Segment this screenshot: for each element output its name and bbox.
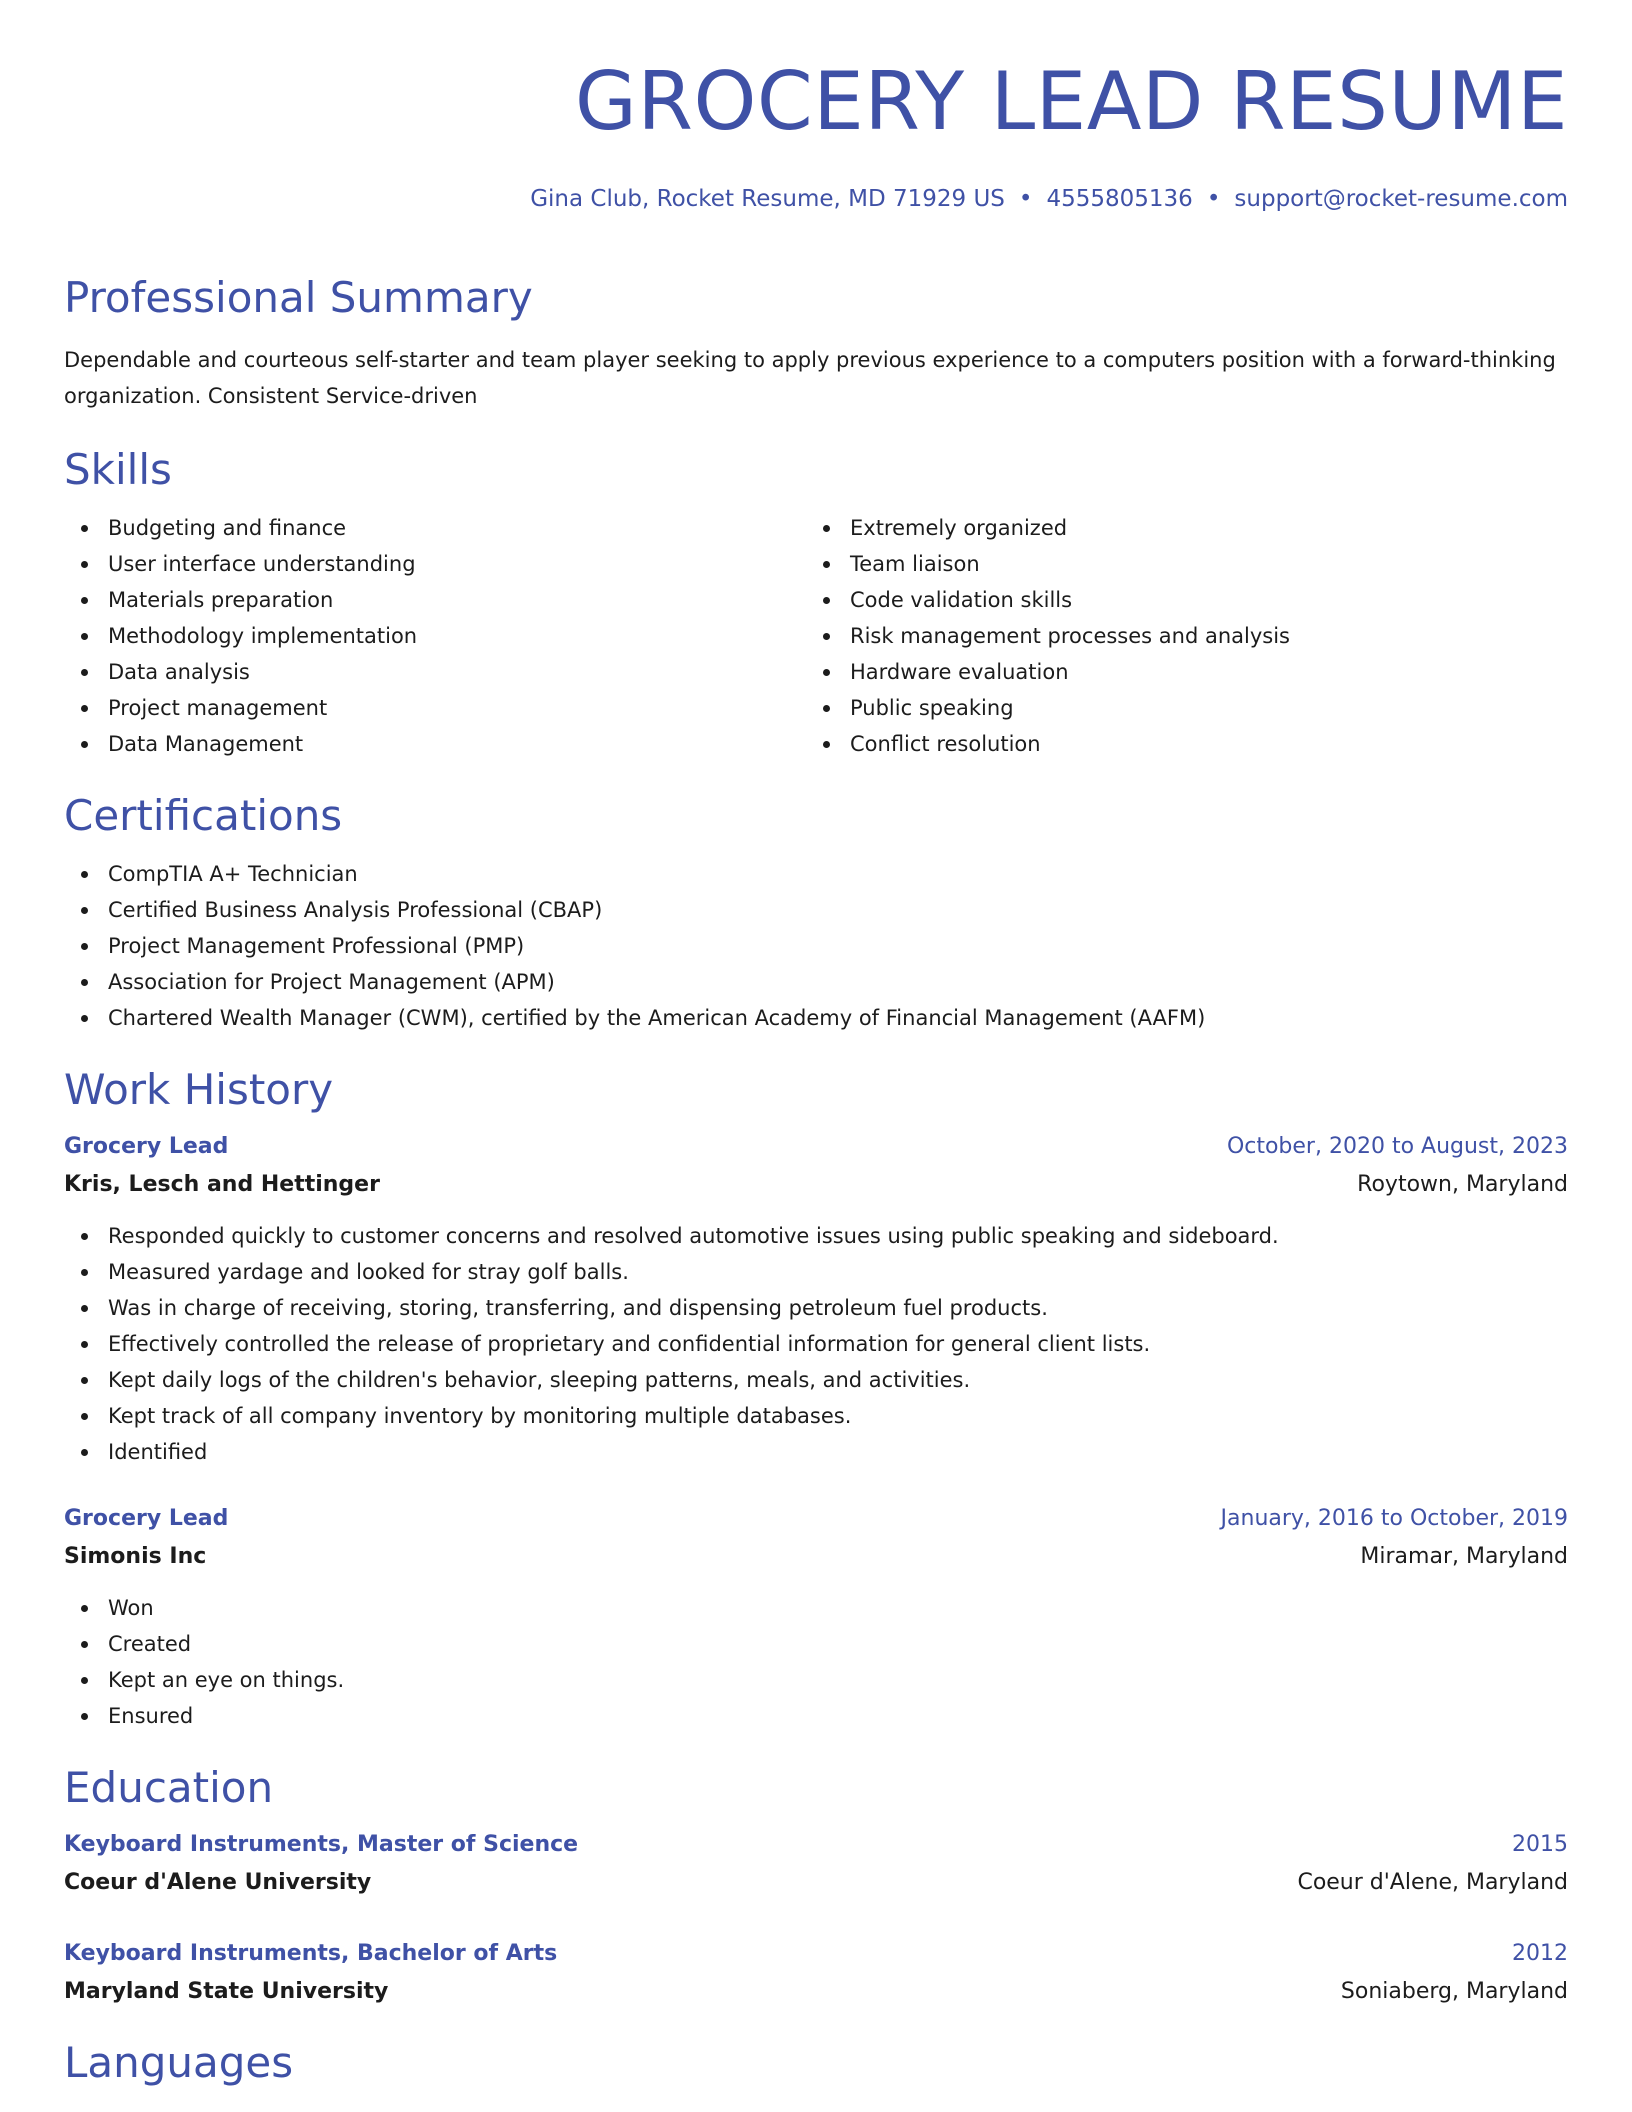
job-bullet: Identified	[64, 1434, 1568, 1470]
skill-item: Team liaison	[806, 546, 1548, 582]
job-title: Grocery Lead	[64, 1134, 229, 1159]
certifications-list	[64, 856, 1568, 1036]
job-subheader	[64, 1538, 1568, 1576]
contact-separator: •	[1018, 186, 1033, 212]
section-title-languages: Languages	[64, 2038, 294, 2087]
education-degree: Keyboard Instruments, Master of Science	[64, 1832, 579, 1857]
education-section	[64, 1762, 1568, 2011]
summary-text: Dependable and courteous self-starter and team player seeking to apply previous experience to a computers position with a forward-thinking organization. Consistent Service-driven	[64, 348, 1556, 408]
education-school: Coeur d'Alene University	[64, 1870, 372, 1895]
education-subheader	[64, 1864, 1568, 1902]
section-title-education: Education	[64, 1763, 274, 1812]
resume-page	[64, 0, 1568, 2089]
education-subheader	[64, 1973, 1568, 2011]
education-header	[64, 1935, 1568, 1973]
job-bullet: Effectively controlled the release of proprietary and confidential information for general client lists.	[64, 1326, 1568, 1362]
job-dates: October, 2020 to August, 2023	[1226, 1134, 1568, 1159]
skills-list-left	[64, 510, 806, 762]
job-title: Grocery Lead	[64, 1506, 229, 1531]
job-bullet: Kept an eye on things.	[64, 1662, 1568, 1698]
certification-item: Association for Project Management (APM)	[64, 964, 1568, 1000]
section-title-certifications: Certifications	[64, 791, 343, 840]
certification-item: Certified Business Analysis Professional (CBAP)	[64, 892, 1568, 928]
skill-item: Public speaking	[806, 690, 1548, 726]
skill-item: User interface understanding	[64, 546, 806, 582]
section-title-summary: Professional Summary	[64, 273, 533, 322]
education-entry	[64, 1935, 1568, 2011]
skill-item: Risk management processes and analysis	[806, 618, 1548, 654]
skill-item: Hardware evaluation	[806, 654, 1548, 690]
section-title-skills: Skills	[64, 445, 172, 494]
certification-item: Project Management Professional (PMP)	[64, 928, 1568, 964]
job-subheader	[64, 1166, 1568, 1204]
skills-list-right	[806, 510, 1548, 762]
certifications-section	[64, 790, 1568, 1036]
work-section	[64, 1064, 1568, 1734]
job-bullet: Created	[64, 1626, 1568, 1662]
education-entry	[64, 1826, 1568, 1902]
education-location: Coeur d'Alene, Maryland	[1297, 1870, 1568, 1895]
section-title-work: Work History	[64, 1065, 334, 1114]
job-header	[64, 1128, 1568, 1166]
skill-item: Code validation skills	[806, 582, 1548, 618]
contact-phone: 4555805136	[1046, 186, 1193, 212]
education-header	[64, 1826, 1568, 1864]
skill-item: Materials preparation	[64, 582, 806, 618]
job-company: Simonis Inc	[64, 1544, 207, 1569]
skill-item: Extremely organized	[806, 510, 1548, 546]
job-location: Roytown, Maryland	[1357, 1172, 1568, 1197]
skill-item: Methodology implementation	[64, 618, 806, 654]
contact-line	[64, 184, 1568, 214]
resume-header	[64, 0, 1568, 214]
job-bullets	[64, 1218, 1568, 1470]
job-bullet: Kept track of all company inventory by monitoring multiple databases.	[64, 1398, 1568, 1434]
contact-address: Gina Club, Rocket Resume, MD 71929 US	[530, 186, 1005, 212]
contact-email: support@rocket-resume.com	[1234, 186, 1568, 212]
job-company: Kris, Lesch and Hettinger	[64, 1172, 380, 1197]
job-entry	[64, 1500, 1568, 1734]
education-degree: Keyboard Instruments, Bachelor of Arts	[64, 1941, 558, 1966]
education-location: Soniaberg, Maryland	[1340, 1979, 1568, 2004]
education-school: Maryland State University	[64, 1979, 389, 2004]
skill-item: Conflict resolution	[806, 726, 1548, 762]
skill-item: Data analysis	[64, 654, 806, 690]
job-dates: January, 2016 to October, 2019	[1220, 1506, 1568, 1531]
certification-item: CompTIA A+ Technician	[64, 856, 1568, 892]
job-entry	[64, 1128, 1568, 1470]
job-bullet: Won	[64, 1590, 1568, 1626]
skills-section	[64, 444, 1568, 762]
job-bullets	[64, 1590, 1568, 1734]
job-header	[64, 1500, 1568, 1538]
certification-item: Chartered Wealth Manager (CWM), certified by the American Academy of Financial Management (AAFM)	[64, 1000, 1568, 1036]
education-year: 2015	[1512, 1832, 1568, 1857]
contact-separator: •	[1206, 186, 1221, 212]
job-bullet: Responded quickly to customer concerns and resolved automotive issues using public speaking and sideboard.	[64, 1218, 1568, 1254]
skill-item: Budgeting and finance	[64, 510, 806, 546]
skill-item: Project management	[64, 690, 806, 726]
job-bullet: Measured yardage and looked for stray golf balls.	[64, 1254, 1568, 1290]
job-bullet: Ensured	[64, 1698, 1568, 1734]
job-location: Miramar, Maryland	[1360, 1544, 1568, 1569]
summary-section	[64, 272, 1568, 414]
education-year: 2012	[1512, 1941, 1568, 1966]
job-bullet: Was in charge of receiving, storing, transferring, and dispensing petroleum fuel products.	[64, 1290, 1568, 1326]
languages-section	[64, 2037, 1568, 2089]
skill-item: Data Management	[64, 726, 806, 762]
resume-title: GROCERY LEAD RESUME	[574, 55, 1568, 148]
job-bullet: Kept daily logs of the children's behavior, sleeping patterns, meals, and activities.	[64, 1362, 1568, 1398]
skills-grid	[64, 510, 1568, 762]
